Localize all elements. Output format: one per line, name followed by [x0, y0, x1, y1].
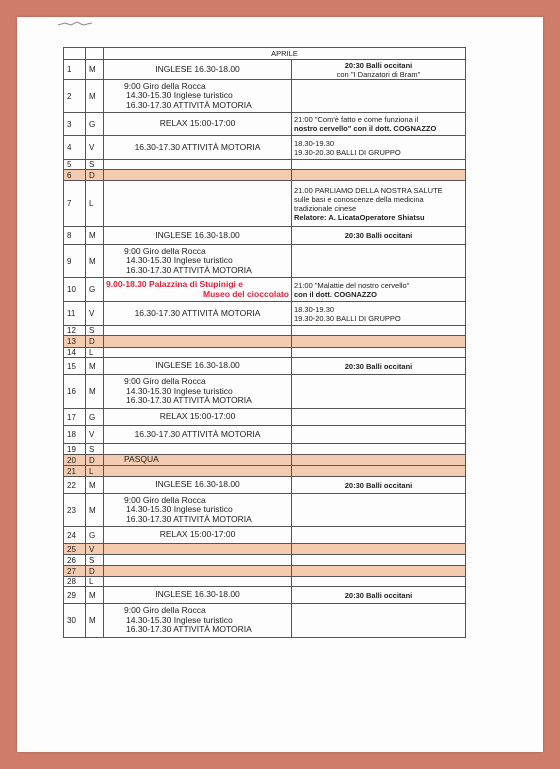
- activity-line: 14.30-15.30 Inglese turistico: [126, 255, 233, 266]
- activity-line: 14.30-15.30 Inglese turistico: [126, 90, 233, 101]
- evening-line: tradizionale cinese: [294, 203, 357, 213]
- evening-cell: [292, 336, 466, 348]
- day-letter: M: [86, 60, 104, 80]
- activity-line: INGLESE 16.30-18.00: [155, 589, 240, 600]
- activity-cell: [104, 80, 292, 113]
- day-row: [64, 604, 466, 638]
- day-letter: M: [86, 587, 104, 604]
- day-number: 6: [64, 170, 86, 181]
- day-row: [64, 455, 466, 466]
- activity-line: 16.30-17.30 ATTIVITÀ MOTORIA: [134, 307, 261, 318]
- activity-line: 9:00 Giro della Rocca: [124, 605, 206, 616]
- day-letter: M: [86, 227, 104, 245]
- evening-cell: [292, 375, 466, 409]
- activity-line: 9:00 Giro della Rocca: [124, 376, 206, 387]
- activity-cell: [104, 455, 292, 466]
- day-number: 15: [64, 358, 86, 375]
- day-letter: V: [86, 302, 104, 326]
- day-letter: M: [86, 477, 104, 494]
- day-number: 23: [64, 494, 86, 527]
- activity-cell: [104, 375, 292, 409]
- activity-cell: [104, 348, 292, 358]
- activity-line: INGLESE 16.30-18.00: [155, 360, 240, 371]
- day-letter: S: [86, 444, 104, 455]
- day-row: [64, 160, 466, 170]
- day-row: [64, 80, 466, 113]
- activity-cell: [104, 326, 292, 336]
- day-letter: M: [86, 80, 104, 113]
- activity-cell: [104, 577, 292, 587]
- day-letter: L: [86, 466, 104, 477]
- evening-cell: [292, 587, 466, 604]
- activity-cell: [104, 466, 292, 477]
- evening-line: 21.00 PARLIAMO DELLA NOSTRA SALUTE: [294, 185, 443, 195]
- evening-cell: [292, 113, 466, 136]
- evening-line: con il dott. COGNAZZO: [294, 289, 377, 299]
- day-row: [64, 577, 466, 587]
- activity-line: PASQUA: [124, 454, 159, 465]
- evening-cell: [292, 544, 466, 555]
- day-number: 28: [64, 577, 86, 587]
- header-blank: [86, 48, 104, 60]
- day-number: 9: [64, 245, 86, 278]
- evening-line: 19.30-20.30 BALLI DI GRUPPO: [294, 147, 401, 157]
- day-number: 21: [64, 466, 86, 477]
- evening-line: 20:30 Balli occitani: [344, 60, 413, 70]
- day-letter: S: [86, 555, 104, 566]
- day-number: 12: [64, 326, 86, 336]
- day-letter: G: [86, 113, 104, 136]
- evening-line: sulle basi e conoscenze della medicina: [294, 194, 424, 204]
- day-number: 11: [64, 302, 86, 326]
- day-row: [64, 302, 466, 326]
- evening-cell: [292, 278, 466, 302]
- day-row: [64, 587, 466, 604]
- evening-cell: [292, 80, 466, 113]
- evening-cell: [292, 527, 466, 544]
- day-row: [64, 245, 466, 278]
- activity-cell: [104, 336, 292, 348]
- evening-cell: [292, 409, 466, 426]
- activity-line: RELAX 15:00-17:00: [159, 529, 236, 540]
- activity-cell: [104, 60, 292, 80]
- month-title: APRILE: [104, 48, 466, 60]
- activity-line: 14.30-15.30 Inglese turistico: [126, 614, 233, 625]
- activity-cell: [104, 136, 292, 160]
- activity-line: 9:00 Giro della Rocca: [124, 80, 206, 91]
- evening-line: 21:00 "Com'è fatto e come funziona il: [294, 115, 419, 124]
- day-row: [64, 60, 466, 80]
- day-number: 13: [64, 336, 86, 348]
- day-number: 10: [64, 278, 86, 302]
- evening-cell: [292, 604, 466, 638]
- evening-cell: [292, 477, 466, 494]
- activity-cell: [104, 113, 292, 136]
- day-number: 4: [64, 136, 86, 160]
- activity-line: Museo del cioccolato: [203, 288, 289, 299]
- day-row: [64, 136, 466, 160]
- activity-cell: [104, 160, 292, 170]
- evening-cell: [292, 455, 466, 466]
- evening-cell: [292, 444, 466, 455]
- activity-cell: [104, 544, 292, 555]
- evening-line: 21:00 "Malattie del nostro cervello": [294, 280, 410, 290]
- day-letter: S: [86, 160, 104, 170]
- evening-line: 20:30 Balli occitani: [344, 361, 413, 371]
- activity-line: 9:00 Giro della Rocca: [124, 245, 206, 256]
- day-letter: L: [86, 348, 104, 358]
- activity-line: 14.30-15.30 Inglese turistico: [126, 504, 233, 515]
- evening-cell: [292, 566, 466, 577]
- evening-cell: [292, 60, 466, 80]
- activity-cell: [104, 181, 292, 227]
- day-row: [64, 444, 466, 455]
- day-letter: M: [86, 494, 104, 527]
- day-number: 8: [64, 227, 86, 245]
- activity-cell: [104, 566, 292, 577]
- evening-cell: [292, 358, 466, 375]
- day-letter: M: [86, 245, 104, 278]
- activity-line: 16.30-17.30 ATTIVITÀ MOTORIA: [134, 141, 261, 152]
- evening-cell: [292, 577, 466, 587]
- header-row: [64, 48, 466, 60]
- activity-cell: [104, 444, 292, 455]
- evening-line: 19.30-20.30 BALLI DI GRUPPO: [294, 313, 401, 323]
- evening-cell: [292, 136, 466, 160]
- day-number: 18: [64, 426, 86, 444]
- evening-cell: [292, 170, 466, 181]
- activity-line: 16.30-17.30 ATTIVITÀ MOTORIA: [126, 624, 252, 635]
- ink-mark: [57, 21, 93, 27]
- day-number: 5: [64, 160, 86, 170]
- evening-line: 20:30 Balli occitani: [344, 480, 413, 490]
- activity-cell: [104, 494, 292, 527]
- activity-cell: [104, 426, 292, 444]
- day-number: 14: [64, 348, 86, 358]
- activity-cell: [104, 227, 292, 245]
- activity-cell: [104, 278, 292, 302]
- day-letter: G: [86, 409, 104, 426]
- evening-cell: [292, 348, 466, 358]
- activity-line: 9:00 Giro della Rocca: [124, 494, 206, 505]
- evening-line: 20:30 Balli occitani: [344, 231, 413, 240]
- day-number: 25: [64, 544, 86, 555]
- header-blank: [64, 48, 86, 60]
- day-number: 27: [64, 566, 86, 577]
- day-row: [64, 409, 466, 426]
- day-row: [64, 336, 466, 348]
- calendar-body: [64, 48, 466, 638]
- day-number: 16: [64, 375, 86, 409]
- calendar-table: [63, 47, 466, 638]
- activity-line: 16.30-17.30 ATTIVITÀ MOTORIA: [126, 395, 252, 406]
- day-letter: D: [86, 566, 104, 577]
- day-row: [64, 170, 466, 181]
- evening-cell: [292, 426, 466, 444]
- day-letter: S: [86, 326, 104, 336]
- activity-line: 16.30-17.30 ATTIVITÀ MOTORIA: [126, 513, 252, 524]
- day-letter: L: [86, 181, 104, 227]
- day-row: [64, 227, 466, 245]
- evening-cell: [292, 494, 466, 527]
- activity-line: RELAX 15:00-17:00: [159, 118, 236, 129]
- day-row: [64, 181, 466, 227]
- day-letter: D: [86, 455, 104, 466]
- day-row: [64, 375, 466, 409]
- evening-line: 18.30-19.30: [294, 138, 335, 148]
- evening-cell: [292, 466, 466, 477]
- day-letter: V: [86, 544, 104, 555]
- activity-line: RELAX 15:00-17:00: [159, 411, 236, 422]
- activity-line: 16.30-17.30 ATTIVITÀ MOTORIA: [126, 99, 252, 110]
- day-row: [64, 348, 466, 358]
- day-number: 29: [64, 587, 86, 604]
- evening-cell: [292, 555, 466, 566]
- evening-line: nostro cervello" con il dott. COGNAZZO: [294, 124, 437, 133]
- activity-cell: [104, 358, 292, 375]
- day-letter: V: [86, 426, 104, 444]
- activity-line: INGLESE 16.30-18.00: [155, 479, 240, 490]
- activity-line: 9.00-18.30 Palazzina di Stupinigi e: [106, 279, 243, 289]
- day-letter: M: [86, 358, 104, 375]
- evening-line: con "I Danzatori di Bram": [336, 69, 421, 79]
- day-number: 20: [64, 455, 86, 466]
- day-row: [64, 466, 466, 477]
- activity-cell: [104, 587, 292, 604]
- activity-cell: [104, 477, 292, 494]
- activity-cell: [104, 555, 292, 566]
- day-number: 30: [64, 604, 86, 638]
- day-letter: D: [86, 170, 104, 181]
- day-number: 17: [64, 409, 86, 426]
- day-row: [64, 426, 466, 444]
- evening-cell: [292, 181, 466, 227]
- activity-line: 16.30-17.30 ATTIVITÀ MOTORIA: [134, 428, 261, 439]
- evening-line: Relatore: A. LicataOperatore Shiatsu: [294, 212, 425, 222]
- day-number: 26: [64, 555, 86, 566]
- day-letter: M: [86, 604, 104, 638]
- activity-line: 14.30-15.30 Inglese turistico: [126, 385, 233, 396]
- day-row: [64, 113, 466, 136]
- day-letter: G: [86, 278, 104, 302]
- day-number: 22: [64, 477, 86, 494]
- day-number: 2: [64, 80, 86, 113]
- day-letter: G: [86, 527, 104, 544]
- day-row: [64, 326, 466, 336]
- day-number: 3: [64, 113, 86, 136]
- day-row: [64, 566, 466, 577]
- activity-line: 16.30-17.30 ATTIVITÀ MOTORIA: [126, 264, 252, 275]
- activity-cell: [104, 302, 292, 326]
- activity-cell: [104, 245, 292, 278]
- activity-line: INGLESE 16.30-18.00: [155, 229, 240, 240]
- activity-cell: [104, 409, 292, 426]
- activity-cell: [104, 170, 292, 181]
- evening-cell: [292, 227, 466, 245]
- day-letter: L: [86, 577, 104, 587]
- day-row: [64, 527, 466, 544]
- evening-cell: [292, 160, 466, 170]
- day-number: 1: [64, 60, 86, 80]
- day-letter: M: [86, 375, 104, 409]
- day-number: 24: [64, 527, 86, 544]
- day-row: [64, 358, 466, 375]
- evening-cell: [292, 245, 466, 278]
- evening-line: 20:30 Balli occitani: [344, 590, 413, 600]
- day-row: [64, 494, 466, 527]
- evening-line: 18.30-19.30: [294, 304, 335, 314]
- day-number: 19: [64, 444, 86, 455]
- day-number: 7: [64, 181, 86, 227]
- evening-cell: [292, 302, 466, 326]
- evening-cell: [292, 326, 466, 336]
- day-row: [64, 544, 466, 555]
- activity-cell: [104, 604, 292, 638]
- activity-line: INGLESE 16.30-18.00: [155, 63, 240, 74]
- day-letter: V: [86, 136, 104, 160]
- day-letter: D: [86, 336, 104, 348]
- day-row: [64, 278, 466, 302]
- activity-cell: [104, 527, 292, 544]
- day-row: [64, 477, 466, 494]
- day-row: [64, 555, 466, 566]
